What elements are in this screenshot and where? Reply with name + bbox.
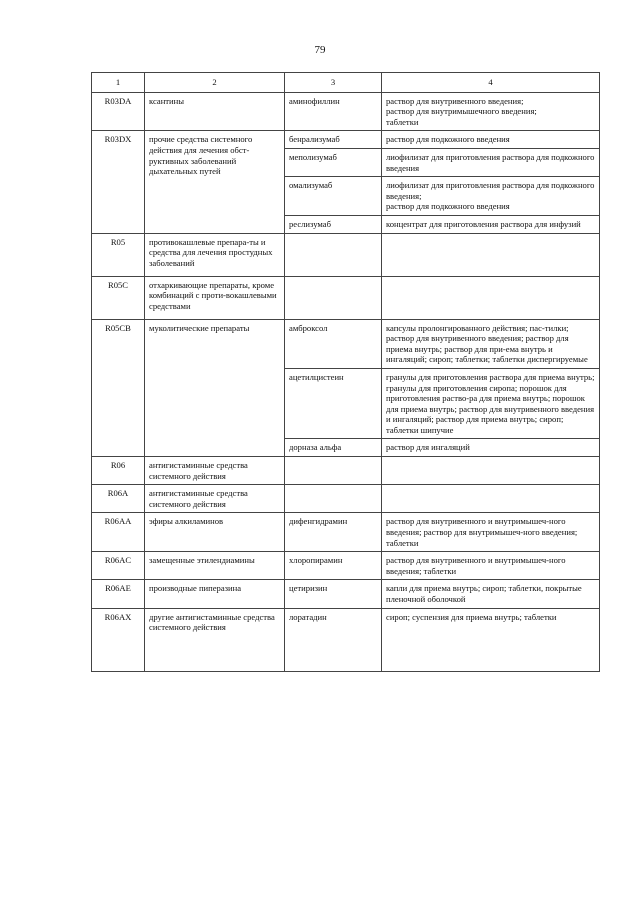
atc-code: R06AA: [92, 513, 145, 552]
dosage-form-line: раствор для внутривенного введения;: [386, 95, 524, 106]
dosage-form-line: раствор для подкожного введения: [386, 201, 510, 212]
atc-code: R06: [92, 457, 145, 485]
table-row: [92, 485, 600, 513]
dosage-form-line: лиофилизат для приготовления раствора для подкожного введения;: [386, 180, 595, 201]
dosage-form: раствор для ингаляций: [382, 439, 600, 457]
drug-name: дорназа альфа: [285, 439, 382, 457]
table-row: [92, 276, 600, 319]
table-row: [92, 513, 600, 552]
drug-name: дифенгидрамин: [285, 513, 382, 552]
drug-name: [285, 233, 382, 276]
atc-code: R06AC: [92, 552, 145, 580]
page-number: 79: [314, 44, 326, 56]
group-name: противокашлевые препара-ты и средства для лечения простудных заболеваний: [145, 233, 285, 276]
drug-name: [285, 485, 382, 513]
atc-code: R05C: [92, 276, 145, 319]
table-row: [92, 608, 600, 671]
dosage-form-line: раствор для внутримышечного введения;: [386, 106, 537, 117]
drug-name: ацетилцистеин: [285, 368, 382, 439]
table-row: [92, 457, 600, 485]
table-header-row: [92, 73, 600, 93]
atc-code: R06A: [92, 485, 145, 513]
dosage-form: [382, 457, 600, 485]
group-name: антигистаминные средства системного действия: [145, 485, 285, 513]
dosage-form: концентрат для приготовления раствора для инфузий: [382, 215, 600, 233]
group-name: другие антигистаминные средства системного действия: [145, 608, 285, 671]
drug-name: лоратадин: [285, 608, 382, 671]
dosage-form: раствор для внутривенного и внутримышеч-ного введения; раствор для внутримышеч-ного введения; таблетки: [382, 513, 600, 552]
column-header-form: 4: [382, 73, 600, 93]
table-row: [92, 131, 600, 149]
group-name: производные пиперазина: [145, 580, 285, 608]
drug-name: бенрализумаб: [285, 131, 382, 149]
atc-code: R06AE: [92, 580, 145, 608]
atc-code: R06AX: [92, 608, 145, 671]
drug-name: амброксол: [285, 319, 382, 368]
dosage-form: [382, 485, 600, 513]
group-name: прочие средства системного действия для лечения обст-руктивных заболеваний дыхательных путей: [145, 131, 285, 233]
dosage-form-line: таблетки: [386, 116, 419, 127]
drug-name: хлоропирамин: [285, 552, 382, 580]
atc-code: R03DX: [92, 131, 145, 233]
column-header-code: 1: [92, 73, 145, 93]
dosage-form: лиофилизат для приготовления раствора для подкожного введения: [382, 148, 600, 176]
dosage-form: капли для приема внутрь; сироп; таблетки, покрытые пленочной оболочкой: [382, 580, 600, 608]
group-name: муколитические препараты: [145, 319, 285, 457]
dosage-form: капсулы пролонгированного действия; пас-тилки; раствор для внутривенного введения; раствор для приема внутрь; раствор для при-ема внутрь и ингаляций; сироп; таблетки; таблетки диспергируемые: [382, 319, 600, 368]
dosage-form: [382, 233, 600, 276]
dosage-form: [382, 92, 600, 131]
dosage-form: [382, 177, 600, 216]
group-name: замещенные этилендиамины: [145, 552, 285, 580]
drug-name: омализумаб: [285, 177, 382, 216]
dosage-form: раствор для внутривенного и внутримышеч-ного введения; таблетки: [382, 552, 600, 580]
group-name: антигистаминные средства системного действия: [145, 457, 285, 485]
group-name: ксантины: [145, 92, 285, 131]
atc-code: R03DA: [92, 92, 145, 131]
table-row: [92, 552, 600, 580]
drug-name: аминофиллин: [285, 92, 382, 131]
column-header-drug: 3: [285, 73, 382, 93]
group-name: отхаркивающие препараты, кроме комбинаций с проти-вокашлевыми средствами: [145, 276, 285, 319]
dosage-form: [382, 276, 600, 319]
atc-code: R05CB: [92, 319, 145, 457]
column-header-group: 2: [145, 73, 285, 93]
drug-name: [285, 276, 382, 319]
dosage-form: сироп; суспензия для приема внутрь; таблетки: [382, 608, 600, 671]
drug-classification-table: [91, 72, 600, 672]
table-row: [92, 233, 600, 276]
drug-name: [285, 457, 382, 485]
table-row: [92, 92, 600, 131]
drug-name: реслизумаб: [285, 215, 382, 233]
drug-name: цетиризин: [285, 580, 382, 608]
dosage-form: раствор для подкожного введения: [382, 131, 600, 149]
dosage-form: гранулы для приготовления раствора для приема внутрь; гранулы для приготовления сиропа; порошок для приготовления раство-ра для приема внутрь; порошок для приема внутрь; раствор для внутривенного введения и ингаляций; раствор для приема внутрь; сироп; таблетки шипучие: [382, 368, 600, 439]
drug-name: меполизумаб: [285, 148, 382, 176]
atc-code: R05: [92, 233, 145, 276]
table-row: [92, 580, 600, 608]
group-name: эфиры алкиламинов: [145, 513, 285, 552]
table-row: [92, 319, 600, 368]
